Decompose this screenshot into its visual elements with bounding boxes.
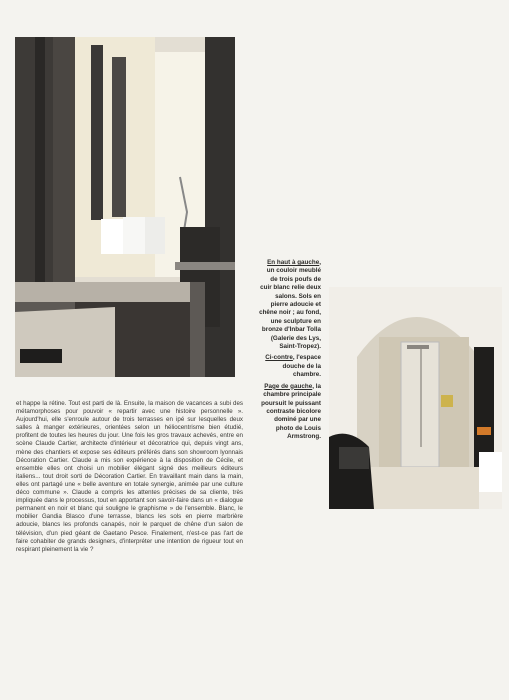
body-paragraph: et happe la rétine. Tout est parti de là. Ensuite, la maison de vacances a subi des métamorphoses pour pouvoir « repartir avec une histoire personnelle ». Aujourd'hui, elle s'enroule autour de trois terrasses en ipé sur lesquelles deux salles à manger extérieures, orientées selon un héliocentrisme bien étudié, profitent de toutes les heures du jour. Une fois les gros travaux achevés, entre en scène Claude Cartier, architecte d'intérieur et décoratrice qui, depuis vingt ans, mène des chantiers et expose ses éditeurs préférés dans son showroom lyonnais Décoration Cartier. Claude a mis son expérience à la disposition de Cécile, et ensemble elles ont choisi un mobilier élégant signé des meilleurs éditeurs italiens... tout droit sorti de Décoration Cartier. En travaillant main dans la main, elles ont partagé une « belle aventure en totale synergie, animée par une culture déco commune ». Claude a compris les attentes précises de sa cliente, très impliquée dans le processus, tout en apportant son savoir-faire dans un « dialogue permanent en noir et blanc qui souligne le graphisme » de l'ensemble. Blanc, le mobilier Gandia Blasco d'une terrasse, blancs les sols en pierre marbrière adoucie, blancs les profonds canapés, noir le parquet de chêne d'un salon de télévision, d'un pied géant de Gaetano Pesce. Finalement, n'est-ce pas l'art de faire cohabiter de grands designers, d'interpréter une intention de rigueur tout en respirant pleinement la vie ? (16, 400, 243, 553)
caption-right: Ci-contre, l'espace douche de la chambre. (265, 354, 321, 379)
caption-left-page: Page de gauche, la chambre principale poursuit le puissant contraste bicolore dominé par une photo de Louis Armstrong. (261, 382, 321, 441)
caption-top-left: En haut à gauche, un couloir meublé de trois poufs de cuir blanc relie deux salons. Sols en pierre adoucie et chêne noir ; au fond, une sculpture en bronze d'Inbar Tolla (Galerie des Lys, Saint-Tropez). (259, 259, 321, 351)
photo-captions (258, 259, 321, 445)
article-body (16, 400, 243, 554)
shower-photo (329, 287, 502, 509)
corridor-photo (15, 37, 235, 377)
